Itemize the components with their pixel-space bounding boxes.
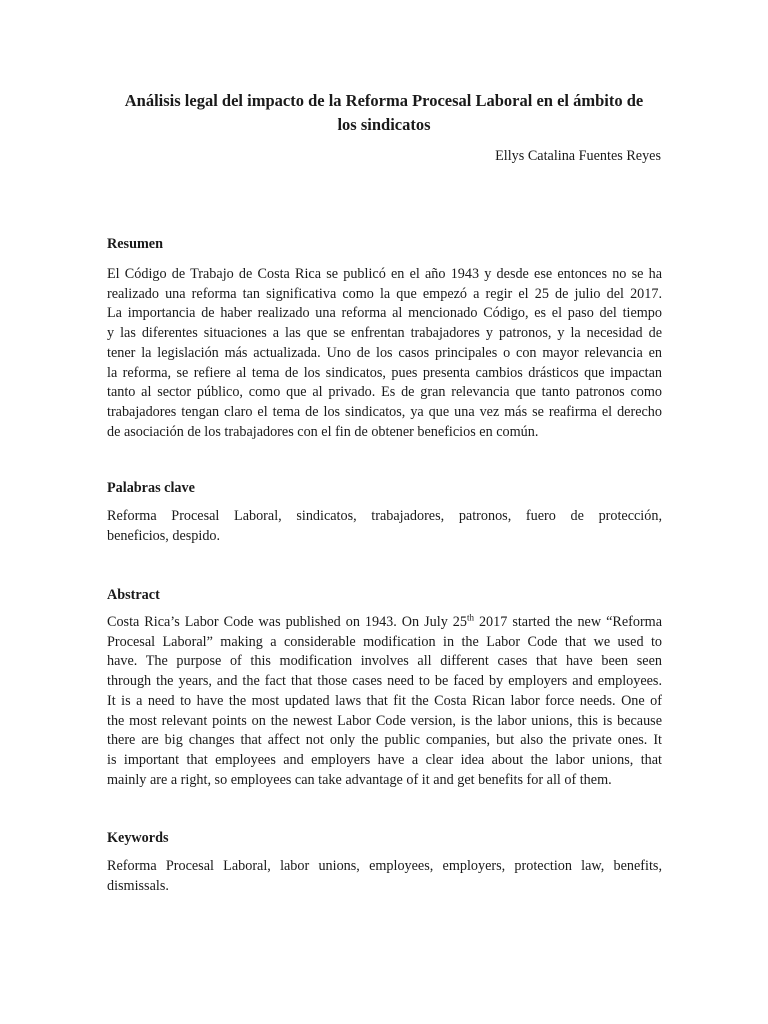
author-name: Ellys Catalina Fuentes Reyes: [495, 148, 661, 164]
abstract-heading: Abstract: [107, 587, 160, 603]
text-line: Reforma Procesal Laboral, sindicatos, trabajadores, patronos, fuero de protección,: [107, 508, 662, 524]
palabras-clave-paragraph: [107, 507, 662, 546]
text-line: Procesal Laboral” making a considerable modification in the Labor Code that we used to: [107, 633, 662, 650]
text-line: through the years, and the fact that those cases need to be faced by employers and employees.: [107, 673, 662, 690]
abstract-paragraph: [107, 613, 662, 790]
resumen-heading: Resumen: [107, 236, 163, 252]
text-line: trabajadores tengan claro el tema de los sindicatos, ya que una vez más se reafirma el derecho: [107, 403, 662, 420]
text-segment: 2017 started the new “Reforma: [473, 614, 662, 630]
text-line: It is a need to have the most updated laws that fit the Costa Rican labor force needs. One of: [107, 692, 662, 709]
text-line: [107, 613, 662, 633]
text-line: El Código de Trabajo de Costa Rica se publicó en el año 1943 y desde ese entonces no se ha: [107, 266, 662, 282]
keywords-paragraph: [107, 857, 662, 896]
text-line: La importancia de haber realizado una reforma al mencionado Código, es el paso del tiempo: [107, 305, 662, 322]
text-line: mainly are a right, so employees can take advantage of it and get benefits for all of them.: [107, 771, 612, 788]
text-line: dismissals.: [107, 877, 169, 894]
text-line: tener la legislación más actualizada. Uno de los casos principales o con mayor relevancia en: [107, 344, 662, 361]
keywords-heading: Keywords: [107, 830, 169, 846]
text-line: tanto al sector público, como que al privado. Es de gran relevancia que tanto patronos como: [107, 384, 662, 401]
text-line: the most relevant points on the newest Labor Code version, is the labor unions, this is because: [107, 712, 662, 729]
text-line: is important that employees and employers have a clear idea about the labor unions, that: [107, 751, 662, 768]
text-line: Reforma Procesal Laboral, labor unions, employees, employers, protection law, benefits,: [107, 858, 662, 874]
paper-title: [100, 89, 668, 137]
paper-title-line: Análisis legal del impacto de la Reforma Procesal Laboral en el ámbito de: [124, 91, 644, 110]
text-line: y las diferentes situaciones a las que se enfrentan trabajadores y patronos, y la necesidad de: [107, 325, 662, 342]
superscript: th: [466, 612, 474, 623]
text-line: have. The purpose of this modification involves all different cases that have been seen: [107, 653, 662, 670]
resumen-paragraph: [107, 265, 662, 442]
text-segment: Costa Rica’s Labor Code was published on 1943. On July 25: [107, 614, 467, 630]
text-line: realizado una reforma tan significativa como la que empezó a regir el 25 de julio del 2017.: [107, 285, 662, 302]
text-line: there are big changes that affect not only the public companies, but also the private ones. It: [107, 732, 662, 749]
text-line: la reforma, se refiere al tema de los sindicatos, pues presenta cambios drásticos que impactan: [107, 364, 662, 381]
text-line: de asociación de los trabajadores con el fin de obtener beneficios en común.: [107, 423, 539, 440]
paper-title-line: los sindicatos: [337, 115, 431, 134]
palabras-clave-heading: Palabras clave: [107, 480, 195, 496]
text-line: beneficios, despido.: [107, 527, 221, 544]
